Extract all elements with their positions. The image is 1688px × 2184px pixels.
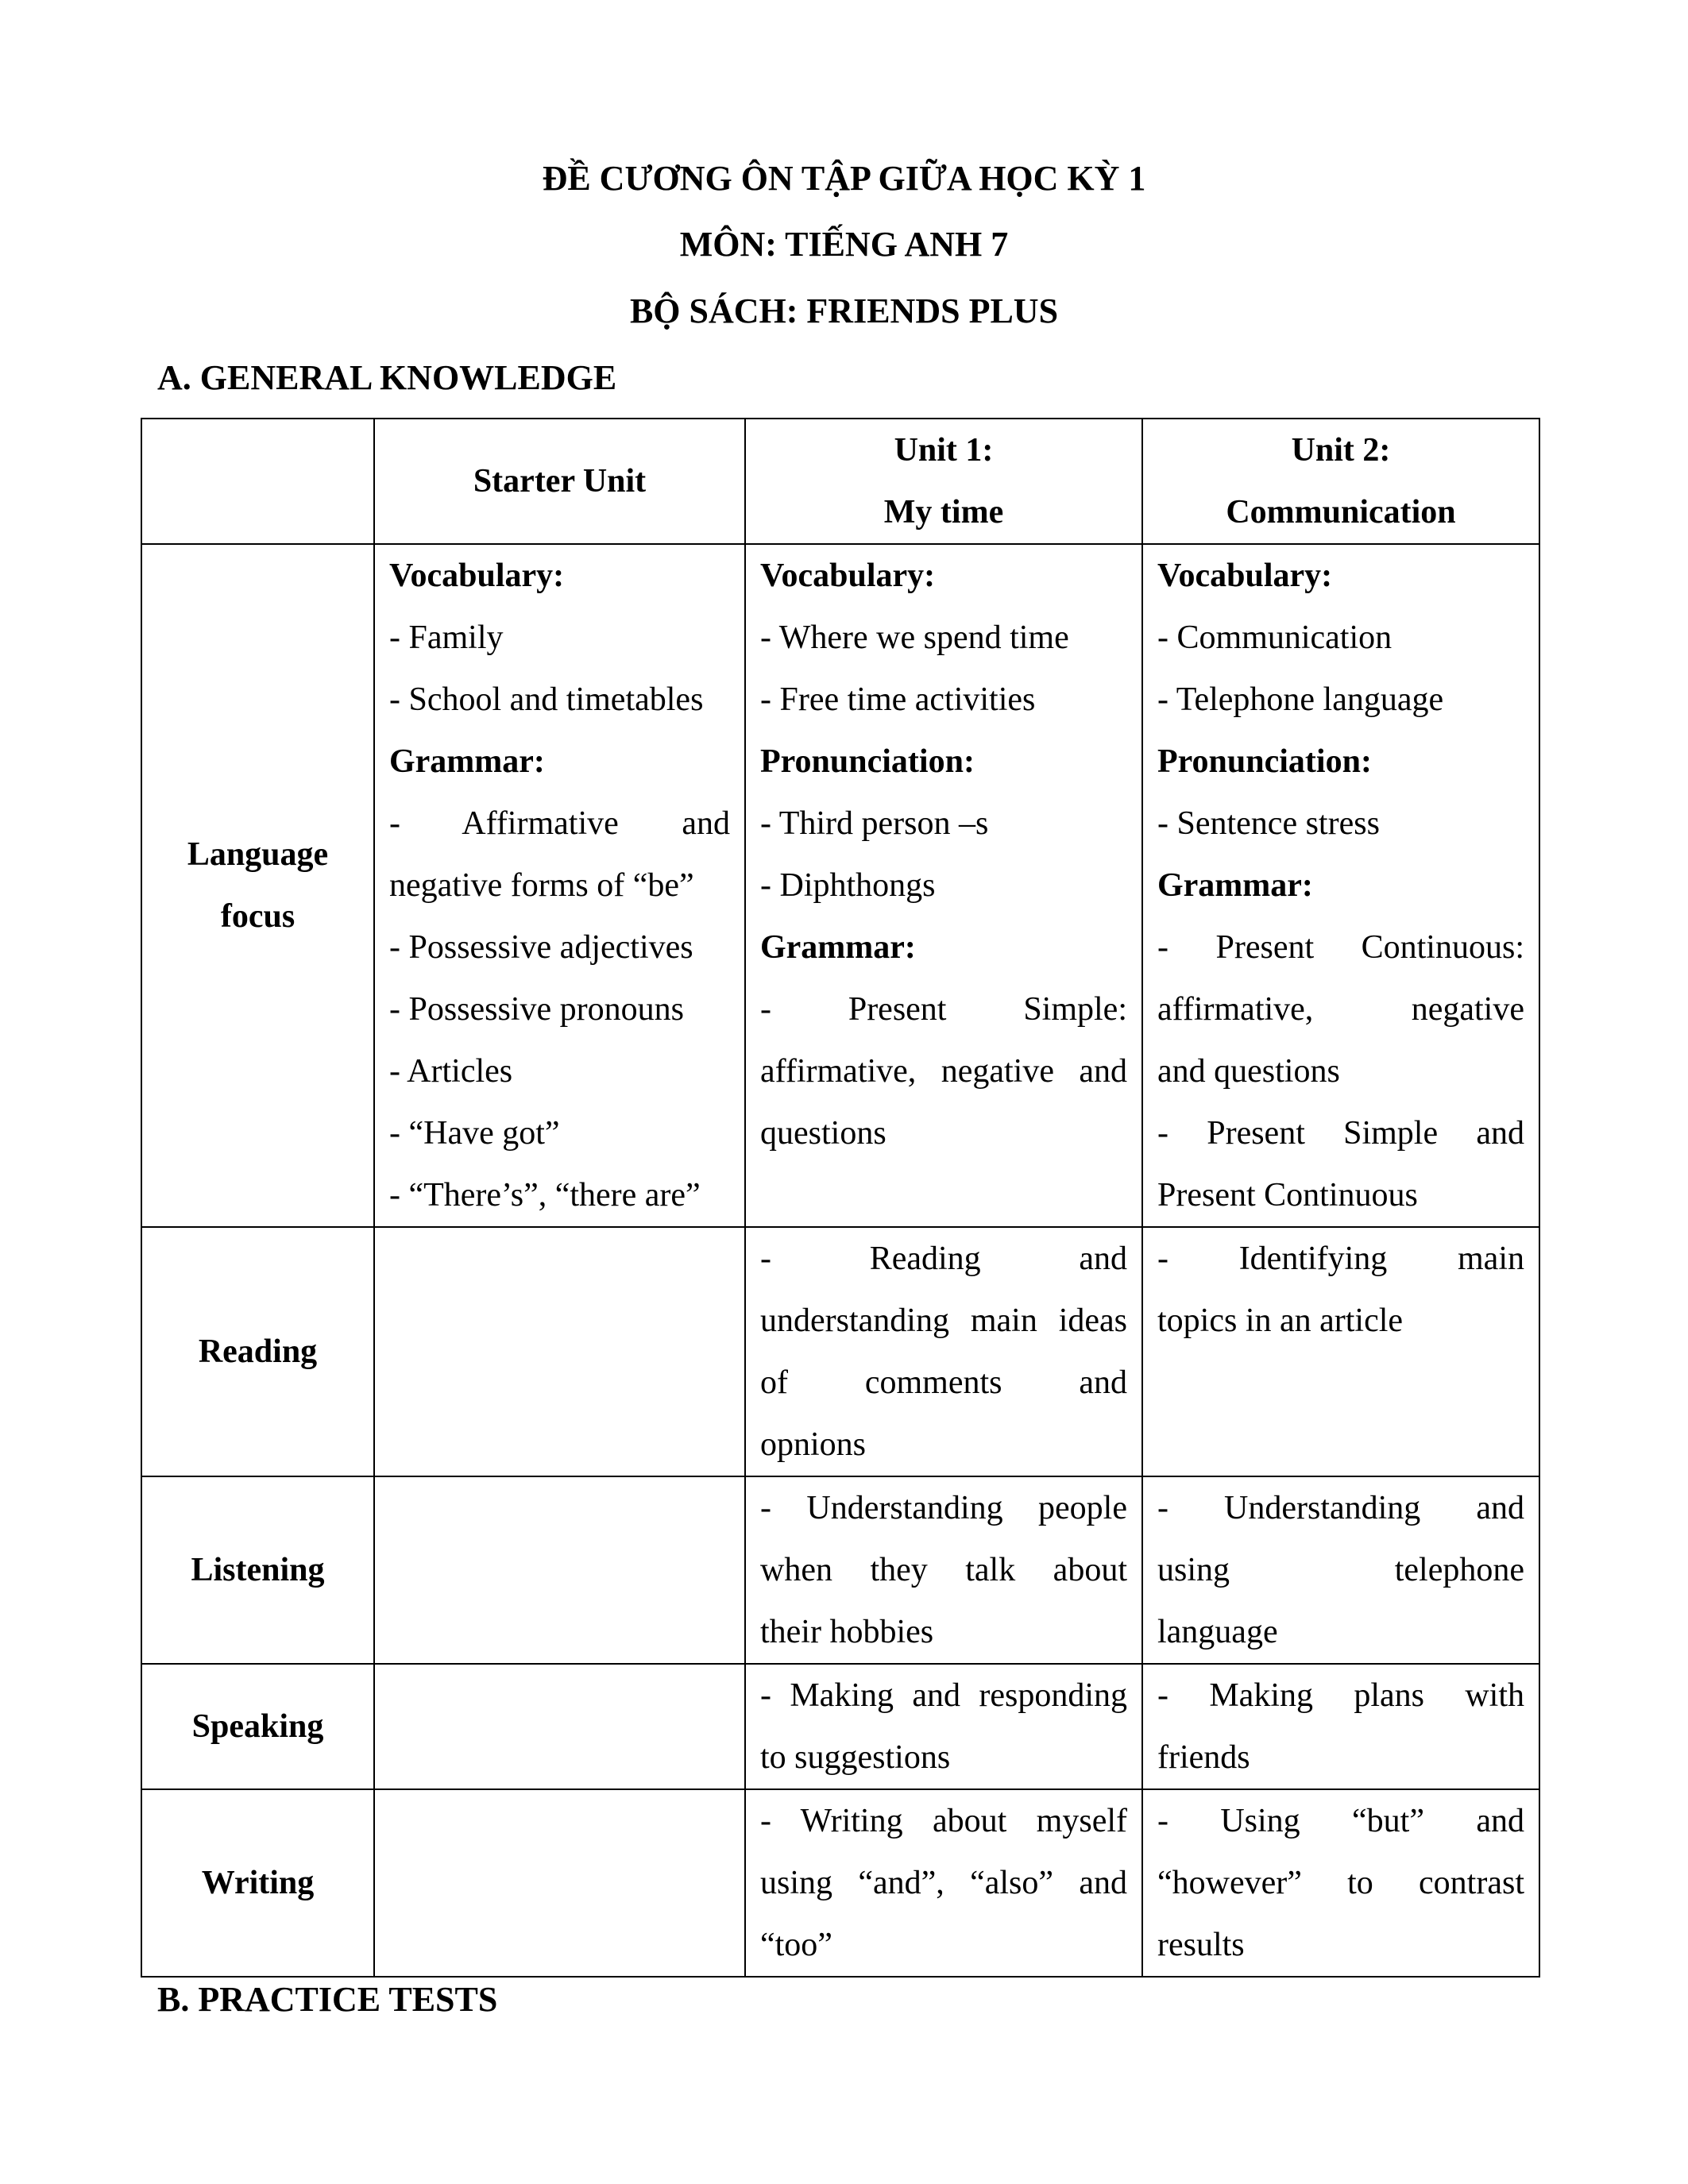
list-item: - Possessive adjectives xyxy=(389,929,693,966)
list-item: questions xyxy=(760,1115,886,1152)
list-item: - Articles xyxy=(389,1053,513,1090)
unit-2-number: Unit 2: xyxy=(1291,432,1391,469)
list-item: - “There’s”, “there are” xyxy=(389,1177,701,1214)
vocabulary-heading: Vocabulary: xyxy=(760,558,936,594)
list-item: - Present Simple and xyxy=(1157,1115,1524,1152)
grammar-heading: Grammar: xyxy=(760,929,916,966)
speaking-starter xyxy=(374,1664,745,1789)
row-label-listening: Listening xyxy=(141,1476,374,1664)
list-item: and questions xyxy=(1157,1053,1340,1090)
language-focus-starter xyxy=(374,544,745,1227)
section-a-heading: A. GENERAL KNOWLEDGE xyxy=(157,358,617,397)
grammar-heading: Grammar: xyxy=(389,743,545,780)
pronunciation-heading: Pronunciation: xyxy=(1157,743,1372,780)
list-item: - Free time activities xyxy=(760,681,1036,718)
row-label-speaking: Speaking xyxy=(141,1664,374,1789)
list-item: - Present Continuous: xyxy=(1157,929,1524,966)
book-title: BỘ SÁCH: FRIENDS PLUS xyxy=(629,291,1059,330)
table-row xyxy=(141,544,1539,1227)
knowledge-table xyxy=(141,418,1540,1978)
document-title: ĐỀ CƯƠNG ÔN TẬP GIỮA HỌC KỲ 1 xyxy=(542,159,1146,198)
row-label-reading: Reading xyxy=(141,1227,374,1476)
list-item: - Communication xyxy=(1157,619,1393,656)
unit-1-name: My time xyxy=(883,494,1004,531)
table-header-row xyxy=(141,419,1539,544)
list-item: - Third person –s xyxy=(760,805,989,842)
reading-unit-2: - Identifying main topics in an article xyxy=(1142,1227,1539,1476)
unit-2-name: Communication xyxy=(1226,494,1456,531)
unit-1-number: Unit 1: xyxy=(894,432,994,469)
list-item: negative forms of “be” xyxy=(389,867,694,904)
listening-starter xyxy=(374,1476,745,1664)
language-focus-unit-1 xyxy=(745,544,1142,1227)
language-focus-unit-2 xyxy=(1142,544,1539,1227)
header-unit-2 xyxy=(1142,419,1539,544)
list-item: - Family xyxy=(389,619,504,656)
list-item: affirmative, negative xyxy=(1157,991,1524,1028)
list-item: - Affirmative and xyxy=(389,805,730,842)
row-label-writing: Writing xyxy=(141,1789,374,1977)
table-row xyxy=(141,1664,1539,1789)
row-label-language-focus: Language focus xyxy=(141,544,374,1227)
section-b-heading: B. PRACTICE TESTS xyxy=(157,1980,498,2019)
writing-unit-2: - Using “but” and “however” to contrast results xyxy=(1142,1789,1539,1977)
reading-starter xyxy=(374,1227,745,1476)
writing-starter xyxy=(374,1789,745,1977)
pronunciation-heading: Pronunciation: xyxy=(760,743,975,780)
list-item: Present Continuous xyxy=(1157,1177,1418,1214)
vocabulary-heading: Vocabulary: xyxy=(389,558,565,594)
header-unit-1 xyxy=(745,419,1142,544)
writing-unit-1: - Writing about myself using “and”, “also” and “too” xyxy=(745,1789,1142,1977)
vocabulary-heading: Vocabulary: xyxy=(1157,558,1333,594)
list-item: affirmative, negative and xyxy=(760,1053,1127,1090)
table-row xyxy=(141,1789,1539,1977)
list-item: - Present Simple: xyxy=(760,991,1127,1028)
list-item: - Possessive pronouns xyxy=(389,991,685,1028)
header-empty-cell xyxy=(141,419,374,544)
table-row xyxy=(141,1227,1539,1476)
speaking-unit-1: - Making and responding to suggestions xyxy=(745,1664,1142,1789)
listening-unit-1: - Understanding people when they talk about their hobbies xyxy=(745,1476,1142,1664)
list-item: - “Have got” xyxy=(389,1115,560,1152)
speaking-unit-2: - Making plans with friends xyxy=(1142,1664,1539,1789)
grammar-heading: Grammar: xyxy=(1157,867,1313,904)
table-row xyxy=(141,1476,1539,1664)
subject-title: MÔN: TIẾNG ANH 7 xyxy=(679,225,1009,264)
list-item: - Sentence stress xyxy=(1157,805,1380,842)
list-item: - Where we spend time xyxy=(760,619,1069,656)
reading-unit-1: - Reading and understanding main ideas of comments and opnions xyxy=(745,1227,1142,1476)
list-item: - Diphthongs xyxy=(760,867,936,904)
header-starter-unit: Starter Unit xyxy=(374,419,745,544)
listening-unit-2: - Understanding and using telephone language xyxy=(1142,1476,1539,1664)
list-item: - Telephone language xyxy=(1157,681,1444,718)
list-item: - School and timetables xyxy=(389,681,704,718)
